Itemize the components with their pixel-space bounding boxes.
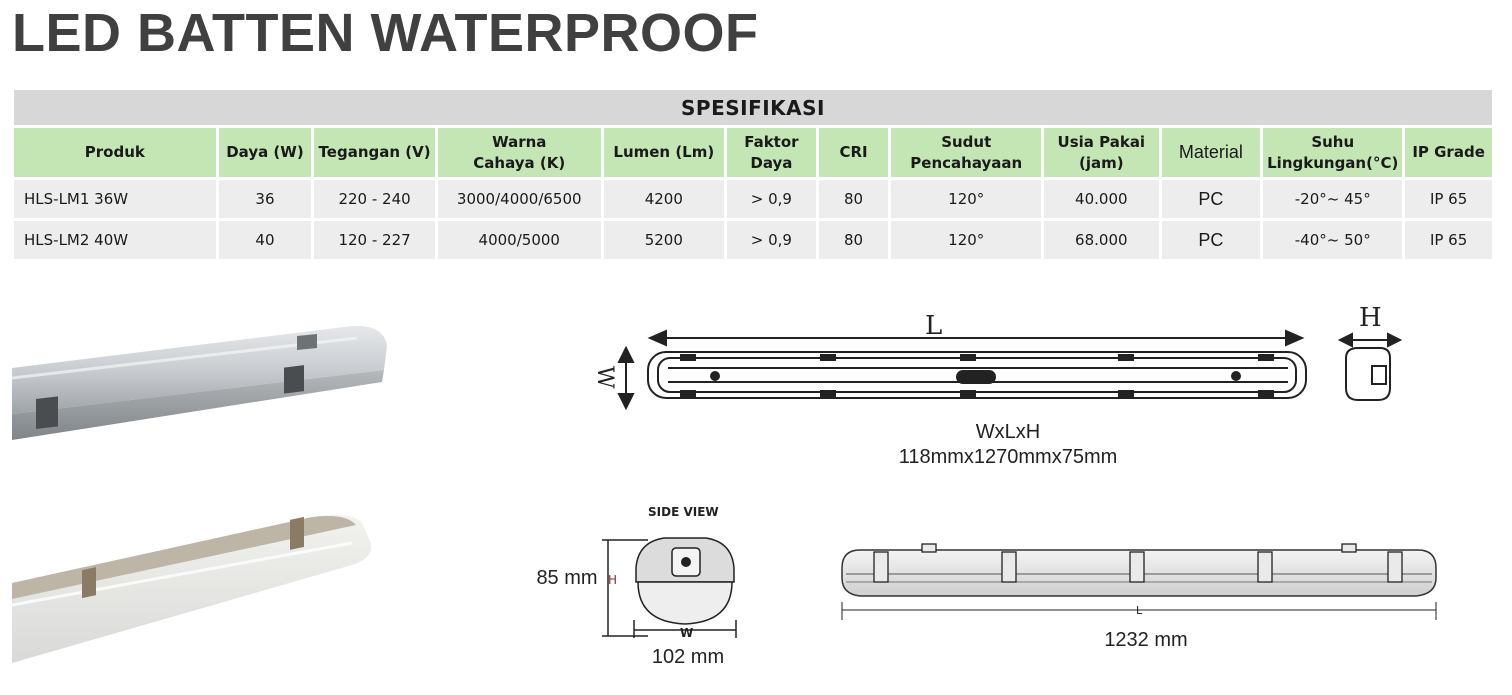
page-title: LED BATTEN WATERPROOF	[12, 3, 759, 63]
table-cell: 68.000	[1044, 221, 1158, 259]
product-photo-top	[12, 318, 392, 448]
col-header: IP Grade	[1405, 128, 1492, 177]
side-W-label: W	[680, 626, 694, 640]
table-cell: 120 - 227	[314, 221, 435, 259]
table-row	[14, 180, 1492, 218]
col-header: Sudut Pencahayaan	[891, 128, 1041, 177]
spec-table	[11, 87, 1495, 262]
col-header: Usia Pakai (jam)	[1044, 128, 1158, 177]
table-cell: 36	[219, 180, 312, 218]
table-cell: 80	[819, 180, 889, 218]
end-view-drawing	[1332, 296, 1412, 416]
table-cell: IP 65	[1405, 180, 1492, 218]
col-header: Produk	[14, 128, 216, 177]
table-cell: HLS-LM2 40W	[14, 221, 216, 259]
spec-header-row	[14, 128, 1492, 177]
table-cell: PC	[1162, 180, 1261, 218]
table-cell: 5200	[604, 221, 724, 259]
table-cell: IP 65	[1405, 221, 1492, 259]
table-cell: 4000/5000	[438, 221, 601, 259]
col-header: Warna Cahaya (K)	[438, 128, 601, 177]
table-cell: PC	[1162, 221, 1261, 259]
col-header: Faktor Daya	[727, 128, 816, 177]
dim-label-L: L	[925, 311, 943, 341]
table-cell: 120°	[891, 221, 1041, 259]
table-row	[14, 221, 1492, 259]
table-cell: 220 - 240	[314, 180, 435, 218]
dims-value: 118mmx1270mmx75mm	[898, 446, 1118, 468]
table-cell: > 0,9	[727, 221, 816, 259]
dims-caption: WxLxH	[975, 421, 1041, 443]
col-header: CRI	[819, 128, 889, 177]
table-cell: 3000/4000/6500	[438, 180, 601, 218]
height-dimension: 85 mm	[536, 567, 598, 589]
col-header: Material	[1162, 128, 1261, 177]
table-cell: -40°~ 50°	[1263, 221, 1402, 259]
col-header: Suhu Lingkungan(°C)	[1263, 128, 1402, 177]
side-view-drawing	[596, 498, 746, 648]
table-cell: 80	[819, 221, 889, 259]
length-L-label: L	[1136, 604, 1143, 617]
col-header: Tegangan (V)	[314, 128, 435, 177]
table-cell: -20°~ 45°	[1263, 180, 1402, 218]
table-cell: 4200	[604, 180, 724, 218]
length-dimension: 1232 mm	[1104, 629, 1188, 651]
product-photo-bottom	[12, 505, 377, 665]
length-drawing	[838, 538, 1448, 626]
dim-label-H: H	[1359, 303, 1382, 333]
table-cell: 40.000	[1044, 180, 1158, 218]
side-view-title: SIDE VIEW	[648, 505, 719, 519]
width-dimension: 102 mm	[651, 646, 725, 668]
top-drawing	[588, 296, 1408, 416]
spec-banner: SPESIFIKASI	[14, 90, 1492, 125]
dim-label-W: W	[592, 366, 617, 389]
table-cell: 40	[219, 221, 312, 259]
table-cell: HLS-LM1 36W	[14, 180, 216, 218]
side-H-label: H	[608, 573, 618, 587]
table-cell: > 0,9	[727, 180, 816, 218]
col-header: Daya (W)	[219, 128, 312, 177]
col-header: Lumen (Lm)	[604, 128, 724, 177]
table-cell: 120°	[891, 180, 1041, 218]
